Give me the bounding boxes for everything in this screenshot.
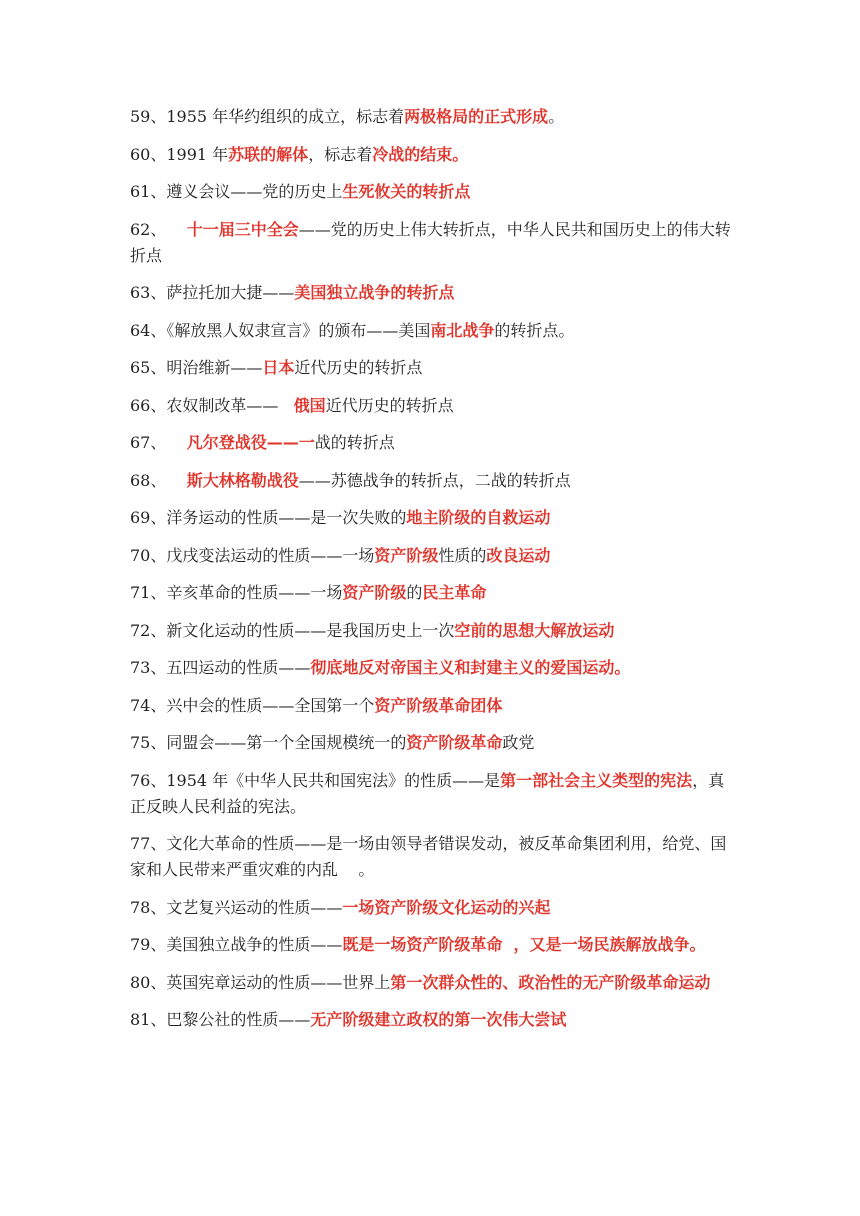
item-text: 78、文艺复兴运动的性质—— bbox=[130, 897, 343, 917]
highlighted-text: 资产阶级革命 bbox=[406, 733, 503, 752]
item-text: 65、明治维新—— bbox=[130, 358, 263, 377]
highlighted-text: 民主革命 bbox=[422, 583, 487, 602]
list-item bbox=[130, 580, 738, 606]
highlighted-text: 地主阶级的自救运动 bbox=[406, 508, 551, 527]
highlighted-text: 彻底地反对帝国主义和封建主义的爱国运动。 bbox=[310, 658, 631, 677]
list-item bbox=[130, 505, 738, 531]
highlighted-text: 改良运动 bbox=[486, 545, 551, 565]
item-text: ，标志着 bbox=[308, 144, 373, 164]
highlighted-text: 两极格局的正式形成 bbox=[404, 107, 549, 126]
highlighted-text: 南北战争 bbox=[430, 320, 495, 340]
item-text: 80、英国宪章运动的性质——世界上 bbox=[130, 972, 391, 992]
item-text: 59、1955 年华约组织的成立，标志着 bbox=[130, 107, 405, 126]
item-text: 76、1954 年《中华人民共和国宪法》的性质——是 bbox=[130, 770, 501, 790]
highlighted-text: 冷战的结束。 bbox=[372, 144, 469, 164]
highlighted-text: 资产阶级革命团体 bbox=[374, 695, 503, 715]
list-item bbox=[130, 618, 738, 644]
list-item bbox=[130, 543, 738, 569]
item-text: 政党 bbox=[502, 733, 535, 752]
item-text: 战的转折点 bbox=[314, 433, 395, 452]
list-item bbox=[130, 430, 738, 456]
item-text: 近代历史的转折点 bbox=[294, 358, 423, 377]
item-text: 63、萨拉托加大捷—— bbox=[130, 283, 295, 302]
list-item bbox=[130, 468, 738, 494]
item-text: 67、 bbox=[130, 433, 187, 452]
item-text: 60、1991 年 bbox=[130, 144, 229, 164]
item-text: ——党的历史上伟大转折点，中华人民共和国历史上的伟大转折点 bbox=[130, 219, 731, 265]
highlighted-text: 资产阶级 bbox=[374, 545, 439, 565]
item-text: 69、洋务运动的性质——是一次失败的 bbox=[130, 508, 407, 527]
item-text: ，真正反映人民利益的宪法。 bbox=[130, 770, 725, 816]
highlighted-text: 第一部社会主义类型的宪法 bbox=[500, 770, 693, 790]
item-text: 的转折点。 bbox=[494, 320, 575, 340]
item-text: 61、遵义会议——党的历史上 bbox=[130, 182, 343, 201]
list-item bbox=[130, 393, 738, 419]
highlighted-text: 凡尔登战役——一 bbox=[186, 433, 315, 452]
highlighted-text: 生死攸关的转折点 bbox=[342, 182, 471, 201]
list-item bbox=[130, 1007, 738, 1033]
item-text: 79、美国独立战争的性质—— bbox=[130, 935, 343, 954]
list-item bbox=[130, 932, 738, 958]
highlighted-text: 斯大林格勒战役 bbox=[186, 470, 299, 490]
document-body bbox=[130, 104, 738, 1045]
highlighted-text: 十一届三中全会 bbox=[186, 219, 299, 239]
item-text: 73、五四运动的性质—— bbox=[130, 658, 311, 677]
item-text: 81、巴黎公社的性质—— bbox=[130, 1010, 311, 1029]
highlighted-text: 苏联的解体 bbox=[228, 144, 309, 164]
highlighted-text: 资产阶级 bbox=[342, 583, 407, 602]
highlighted-text: 第一次群众性的、政治性的无产阶级革命运动 bbox=[390, 972, 711, 992]
list-item bbox=[130, 355, 738, 381]
list-item bbox=[130, 768, 738, 820]
item-text: 77、文化大革命的性质——是一场由领导者错误发动，被反革命集团利用，给党、国家和人民带来严重灾难的内乱 。 bbox=[130, 834, 727, 879]
highlighted-text: 既是一场资产阶级革命 ，又是一场民族解放战争。 bbox=[342, 935, 706, 954]
highlighted-text: 一场资产阶级文化运动的兴起 bbox=[342, 897, 551, 917]
highlighted-text: 美国独立战争的转折点 bbox=[294, 283, 455, 302]
item-text: 75、同盟会——第一个全国规模统一的 bbox=[130, 733, 407, 752]
list-item bbox=[130, 970, 738, 996]
item-text: 72、新文化运动的性质——是我国历史上一次 bbox=[130, 620, 455, 640]
list-item bbox=[130, 895, 738, 921]
highlighted-text: 俄国 bbox=[293, 395, 326, 415]
item-text: ——苏德战争的转折点，二战的转折点 bbox=[298, 470, 571, 490]
list-item bbox=[130, 831, 738, 883]
highlighted-text: 空前的思想大解放运动 bbox=[454, 620, 615, 640]
list-item bbox=[130, 318, 738, 344]
item-text: 64、《解放黑人奴隶宣言》的颁布——美国 bbox=[130, 320, 431, 340]
list-item bbox=[130, 730, 738, 756]
list-item bbox=[130, 104, 738, 130]
item-text: 。 bbox=[548, 107, 565, 126]
list-item bbox=[130, 179, 738, 205]
item-text: 性质的 bbox=[438, 545, 487, 565]
item-text: 71、辛亥革命的性质——一场 bbox=[130, 583, 343, 602]
item-text: 的 bbox=[406, 583, 423, 602]
item-text: 70、戊戌变法运动的性质——一场 bbox=[130, 545, 375, 565]
list-item bbox=[130, 142, 738, 168]
highlighted-text: 无产阶级建立政权的第一次伟大尝试 bbox=[310, 1010, 567, 1029]
item-text: 74、兴中会的性质——全国第一个 bbox=[130, 695, 375, 715]
item-text: 近代历史的转折点 bbox=[325, 395, 454, 415]
list-item bbox=[130, 280, 738, 306]
highlighted-text: 日本 bbox=[262, 358, 295, 377]
list-item bbox=[130, 693, 738, 719]
list-item bbox=[130, 655, 738, 681]
item-text: 66、农奴制改革—— bbox=[130, 395, 294, 415]
item-text: 68、 bbox=[130, 470, 187, 490]
list-item bbox=[130, 217, 738, 269]
item-text: 62、 bbox=[130, 219, 187, 239]
